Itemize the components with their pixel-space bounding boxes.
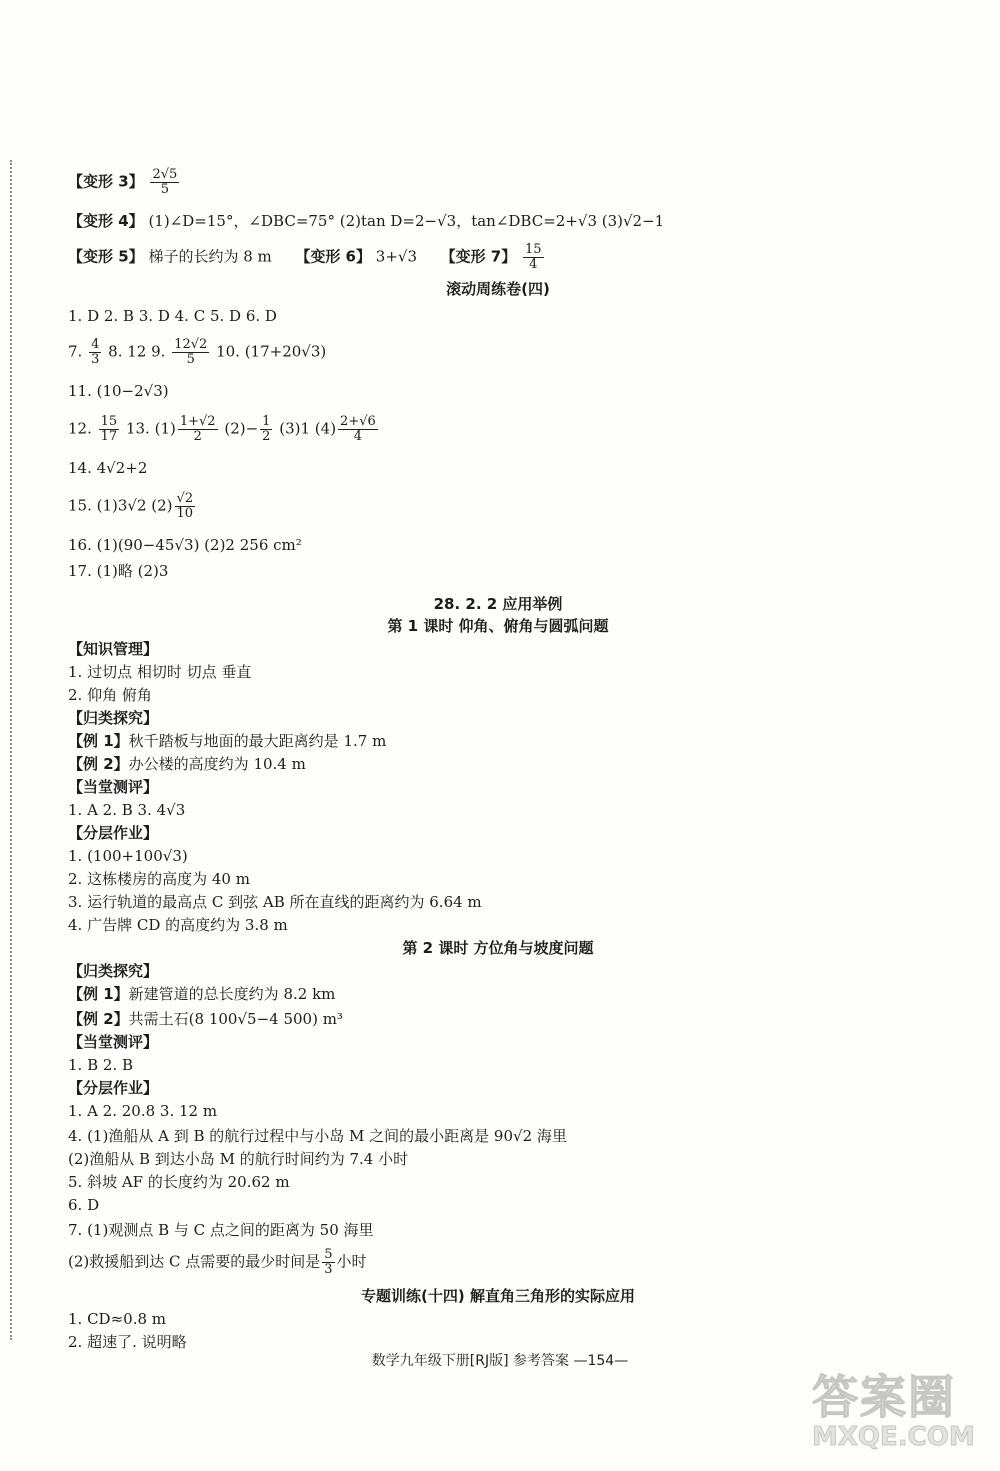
lesson-2-example-2: 【例 2】共需土石(8 100√5−4 500) m³ [68, 1010, 343, 1028]
homework-3: 3. 运行轨道的最高点 C 到弦 AB 所在直线的距离约为 6.64 m [68, 893, 482, 911]
weekly-line-16: 16. (1)(90−45√3) (2)2 256 cm² [68, 536, 302, 554]
weekly-line-14: 14. 4√2+2 [68, 459, 148, 477]
lesson-2-homework-7a: 7. (1)观测点 B 与 C 点之间的距离为 50 海里 [68, 1221, 374, 1239]
weekly-9-fraction: $\frac{12√2}{5}$ [174, 337, 208, 367]
special-training-title: 专题训练(十四) 解直角三角形的实际应用 [361, 1287, 635, 1305]
lesson-2-homework-7b: (2)救援船到达 C 点需要的最少时间是 $\frac{5}{3}$ 小时 [68, 1247, 367, 1277]
weekly-line-17: 17. (1)略 (2)3 [68, 562, 169, 580]
lesson-2-homework-6: 6. D [68, 1196, 100, 1214]
lesson-2-homework-1: 1. A 2. 20.8 3. 12 m [68, 1102, 218, 1120]
homework-2-label: 【分层作业】 [68, 1079, 159, 1097]
watermark-logo [812, 1372, 990, 1464]
knowledge-label: 【知识管理】 [68, 640, 159, 658]
variant-6-label: 【变形 6】 [295, 247, 371, 266]
variant-4-label: 【变形 4】 [68, 212, 144, 230]
variant-4-text: (1)∠D=15°，∠DBC=75° (2)tan D=2−√3，tan∠DBC=2+√3 (3)√2−1 [148, 212, 665, 230]
lesson-2-homework-4b: (2)渔船从 B 到达小岛 M 的航行时间约为 7.4 小时 [68, 1150, 409, 1168]
weekly-line-7: 7. $\frac{4}{3}$ 8. 12 9. $\frac{12√2}{5}$ 10. (17+20√3) [68, 337, 327, 367]
section-title: 28. 2. 2 应用举例 [433, 595, 563, 613]
variant-3-fraction: $\frac{2√5}{5}$ [152, 167, 178, 197]
weekly-line-11: 11. (10−2√3) [68, 382, 169, 400]
eval-2-answers: 1. B 2. B [68, 1056, 133, 1074]
page-footer: 数学九年级下册[RJ版] 参考答案 —154— [371, 1353, 629, 1369]
eval-2-label: 【当堂测评】 [68, 1033, 159, 1051]
homework-4: 4. 广告牌 CD 的高度约为 3.8 m [68, 916, 288, 934]
lesson-2-title: 第 2 课时 方位角与坡度问题 [402, 939, 594, 957]
variant-5-label: 【变形 5】 [68, 247, 144, 266]
variant-5-7-row [68, 243, 928, 272]
weekly-line-1: 1. D 2. B 3. D 4. C 5. D 6. D [68, 307, 277, 325]
example-1: 【例 1】秋千踏板与地面的最大距离约是 1.7 m [68, 732, 387, 750]
homework-label: 【分层作业】 [68, 824, 159, 842]
knowledge-1: 1. 过切点 相切时 切点 垂直 [68, 663, 252, 681]
variant-7-label: 【变形 7】 [440, 247, 517, 266]
variant-3-label: 【变形 3】 [68, 172, 144, 191]
knowledge-2: 2. 仰角 俯角 [68, 686, 152, 704]
watermark-top: 答案圈 [812, 1370, 956, 1424]
variant-4-row [68, 211, 928, 231]
explore-label: 【归类探究】 [68, 709, 159, 727]
variant-6-text: 3+√3 [375, 247, 417, 266]
variant-3-row [68, 168, 928, 197]
lesson-2-homework-4a: 4. (1)渔船从 A 到 B 的航行过程中与小岛 M 之间的最小距离是 90√2 海里 [68, 1127, 567, 1145]
answer-content [68, 168, 928, 1352]
homework-1: 1. (100+100√3) [68, 847, 188, 865]
variant-7-fraction: $\frac{15}{4}$ [525, 242, 542, 272]
lesson-2-example-1: 【例 1】新建管道的总长度约为 8.2 km [68, 985, 336, 1003]
lesson-1-title: 第 1 课时 仰角、俯角与圆弧问题 [387, 617, 609, 635]
example-2: 【例 2】办公楼的高度约为 10.4 m [68, 755, 306, 773]
eval-label: 【当堂测评】 [68, 778, 159, 796]
weekly-line-15: 15. (1)3√2 (2) $\frac{√2}{10}$ [68, 491, 194, 521]
weekly-test-title: 滚动周练卷(四) [446, 280, 550, 298]
lesson-2-homework-5: 5. 斜坡 AF 的长度约为 20.62 m [68, 1173, 290, 1191]
homework-2: 2. 这栋楼房的高度为 40 m [68, 870, 250, 888]
binding-margin-line [10, 160, 12, 1340]
weekly-7-fraction: $\frac{4}{3}$ [91, 337, 100, 367]
watermark-bottom: MXQE.COM [812, 1422, 975, 1452]
special-2: 2. 超速了. 说明略 [68, 1333, 187, 1351]
weekly-line-12: 12. $\frac{15}{17}$ 13. (1) $\frac{1+√2}{2}$ (2)− $\frac{1}{2}$ (3)1 (4) $\frac{2+√6}{4}$ [68, 414, 376, 444]
eval-answers: 1. A 2. B 3. 4√3 [68, 801, 186, 819]
variant-5-text: 梯子的长约为 8 m [148, 247, 272, 266]
special-1: 1. CD≈0.8 m [68, 1310, 166, 1328]
explore-2-label: 【归类探究】 [68, 962, 159, 980]
